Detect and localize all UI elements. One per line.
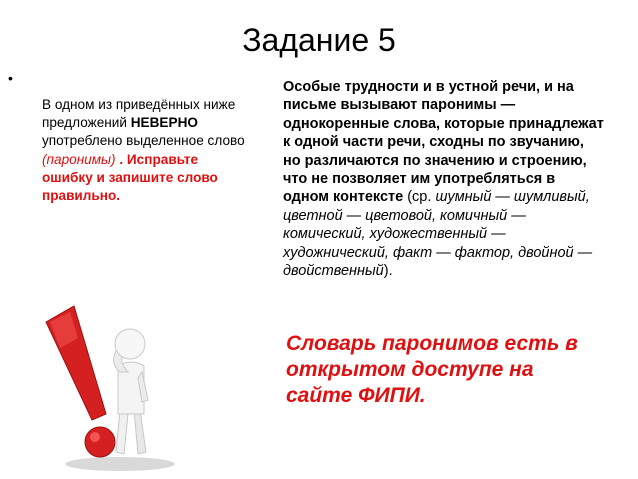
instruction-part-2: употреблено выделенное слово — [42, 133, 245, 149]
instruction-emphasis: НЕВЕРНО — [130, 115, 198, 131]
slide-title: Задание 5 — [242, 22, 396, 58]
explanation-close: ). — [383, 263, 393, 280]
instruction-task: . Исправьте ошибку и запишите слово правильно. — [42, 151, 218, 204]
explanation-definition: Особые трудности и в устной речи, и на письме вызывают паронимы — однокоренные слова, которые принадлежат к одной части речи, сходны по звучанию, но различаются по значению и строению, что не позволяет им употребляться в одном контексте — [283, 79, 604, 206]
paronym-explanation — [283, 78, 605, 280]
thinking-figure-icon — [40, 292, 180, 474]
explanation-examples: шумный — шумливый, цветной — цветовой, комичный — комический, художественный — художнический, факт — фактор, двойной — двойственный — [283, 189, 593, 280]
instruction-highlight-word: (паронимы) — [42, 151, 116, 167]
bullet-marker: • — [8, 70, 13, 86]
explanation-open: (ср. — [403, 189, 436, 206]
exclamation-person-illustration — [40, 292, 180, 474]
instruction-text — [42, 96, 247, 205]
fipi-callout: Словарь паронимов есть в открытом доступе на сайте ФИПИ. — [286, 332, 578, 407]
instruction-part-1: В одном из приведённых ниже предложений — [42, 97, 236, 131]
